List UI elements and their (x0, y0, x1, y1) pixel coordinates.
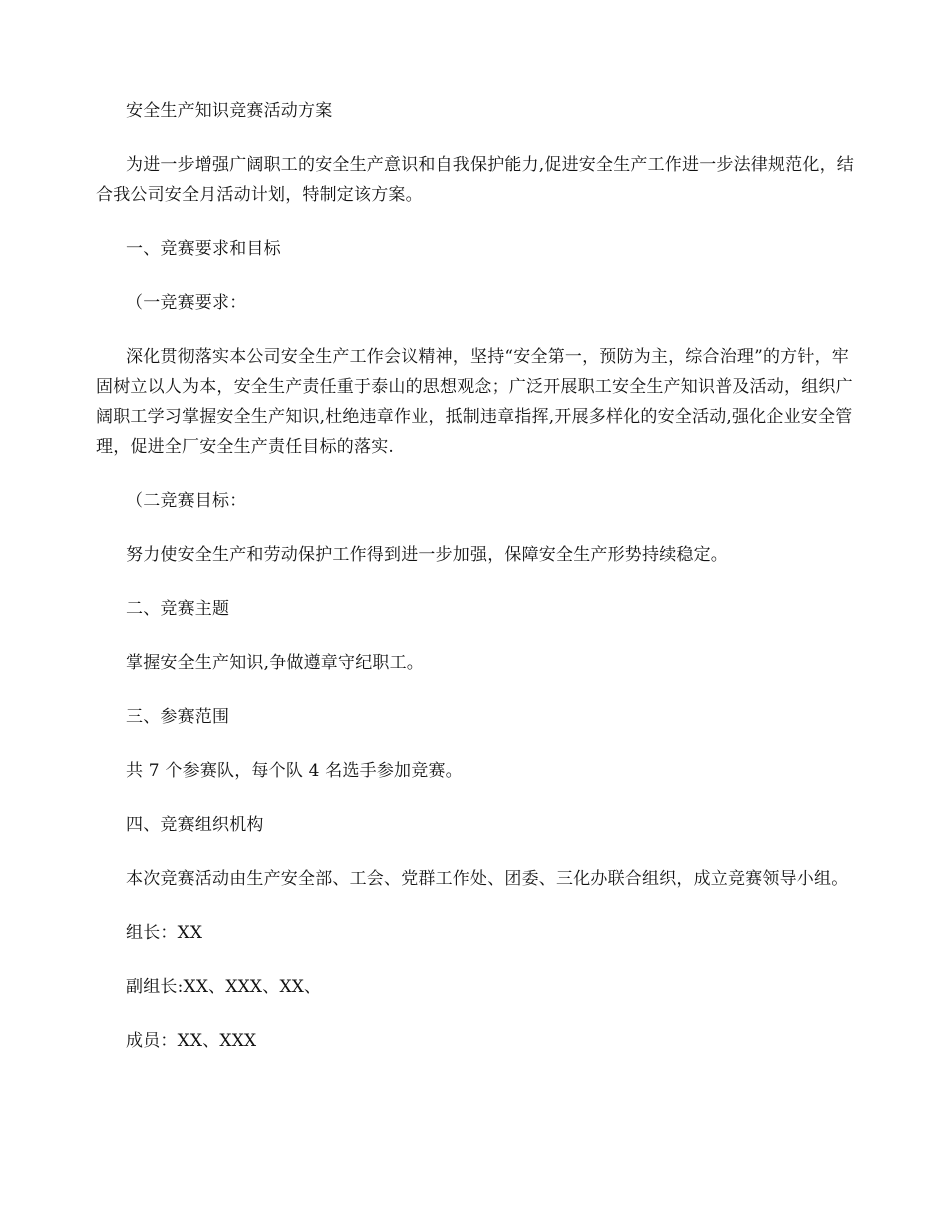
theme-paragraph: 掌握安全生产知识,争做遵章守纪职工。 (126, 653, 425, 673)
section-heading-scope: 三、参赛范围 (126, 707, 230, 727)
deputy-leader-line: 副组长:XX、XXX、XX、 (126, 977, 322, 997)
organization-text: 本次竞赛活动由生产安全部、工会、党群工作处、团委、三化办联合组织，成立竞赛领导小组。 (126, 869, 849, 889)
section-heading-organization: 四、竞赛组织机构 (126, 815, 264, 835)
organization-paragraph (96, 864, 857, 894)
intro-text: 为进一步增强广阔职工的安全生产意识和自我保护能力,促进安全生产工作进一步法律规范化，结合我公司安全月活动计划，特制定该方案。 (96, 155, 855, 205)
leader-line: 组长：XX (126, 923, 203, 943)
subheading-requirements: （一竞赛要求： (126, 293, 247, 313)
requirements-paragraph (96, 342, 857, 462)
section-heading-requirements-goals: 一、竞赛要求和目标 (126, 239, 281, 259)
members-line: 成员：XX、XXX (126, 1031, 257, 1051)
intro-paragraph (96, 150, 857, 210)
scope-paragraph: 共 7 个参赛队，每个队 4 名选手参加竞赛。 (126, 761, 463, 781)
subheading-goals: （二竞赛目标： (126, 491, 247, 511)
goals-paragraph: 努力使安全生产和劳动保护工作得到进一步加强，保障安全生产形势持续稳定。 (126, 545, 728, 565)
requirements-text: 深化贯彻落实本公司安全生产工作会议精神，坚持“安全第一，预防为主，综合治理”的方针，牢固树立以人为本，安全生产责任重于泰山的思想观念；广泛开展职工安全生产知识普及活动，组织广阔职工学习掌握安全生产知识,杜绝违章作业，抵制违章指挥,开展多样化的安全活动,强化企业安全管理，促进全厂安全生产责任目标的落实. (96, 347, 853, 457)
section-heading-theme: 二、竞赛主题 (126, 599, 230, 619)
document-title: 安全生产知识竞赛活动方案 (126, 101, 333, 121)
